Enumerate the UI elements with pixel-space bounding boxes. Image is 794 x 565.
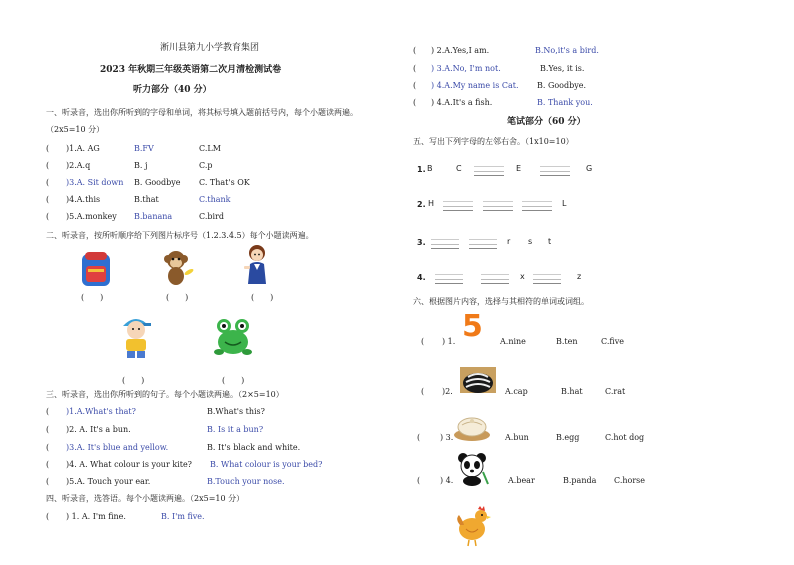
option-c: C.rat: [605, 387, 626, 396]
option-b: B.Yes, it is.: [540, 64, 585, 73]
listening-part-title: 听力部分（40 分）: [133, 85, 212, 95]
option-b: B.egg: [556, 433, 580, 442]
option-a: )2.A.q: [66, 161, 91, 170]
answer-paren[interactable]: (: [413, 98, 417, 107]
item-number: 3.: [417, 238, 426, 247]
option-c: C.bird: [199, 212, 225, 221]
picture-answer-paren[interactable]: ( ): [251, 293, 274, 302]
option-b: B. I'm five.: [161, 512, 205, 521]
option-a: ) 3.A.No, I'm not.: [431, 64, 501, 73]
given-letter: s: [528, 237, 533, 246]
option-b: B.What's this?: [207, 407, 265, 416]
option-a: )4.A.this: [66, 195, 101, 204]
answer-paren[interactable]: (: [413, 64, 417, 73]
frog-picture: [211, 314, 255, 358]
option-a: ) 4.A.My name is Cat.: [431, 81, 519, 90]
section3-title: 三、听录音，选出你所听到的句子。每个小题读两遍。（2×5=10）: [46, 390, 284, 399]
section2-title: 二、听录音，按所听顺序给下列图片标序号（1.2.3.4.5）每个小题读两遍。: [46, 231, 314, 240]
option-a: )5.A.monkey: [66, 212, 117, 221]
option-a: A.bear: [508, 476, 535, 485]
answer-paren[interactable]: (: [46, 212, 50, 221]
item-number: ) 4.: [440, 476, 454, 485]
option-a: A.nine: [500, 337, 526, 346]
section6-title: 六、根据图片内容，选择与其相符的单词或词组。: [413, 297, 589, 306]
given-letter: r: [507, 237, 511, 246]
option-a: )1.A.What's that?: [66, 407, 136, 416]
answer-paren[interactable]: (: [417, 476, 421, 485]
answer-paren[interactable]: (: [46, 460, 50, 469]
picture-answer-paren[interactable]: ( ): [81, 293, 104, 302]
letter-blank[interactable]: [435, 283, 463, 284]
item-number: ) 1.: [442, 337, 456, 346]
answer-paren[interactable]: (: [46, 178, 50, 187]
option-a: )5.A. Touch your ear.: [66, 477, 151, 486]
panda-picture: [455, 452, 489, 486]
answer-paren[interactable]: (: [46, 161, 50, 170]
option-c: C.five: [601, 337, 624, 346]
option-a: ) 2.A.Yes,I am.: [431, 46, 490, 55]
option-b: B. j: [134, 161, 148, 170]
answer-paren[interactable]: (: [46, 477, 50, 486]
option-c: C.hot dog: [605, 433, 645, 442]
letter-blank[interactable]: [474, 175, 504, 176]
answer-paren[interactable]: (: [417, 433, 421, 442]
option-a: )1.A. AG: [66, 144, 100, 153]
letter-blank[interactable]: [431, 248, 459, 249]
item-number: 2.: [417, 200, 426, 209]
answer-paren[interactable]: (: [46, 443, 50, 452]
hen-picture: [454, 503, 492, 547]
option-c: C.LM: [199, 144, 221, 153]
given-letter: L: [562, 199, 567, 208]
answer-paren[interactable]: (: [46, 407, 50, 416]
option-b: B. Goodbye: [134, 178, 181, 187]
option-b: B. Is it a bun?: [207, 425, 264, 434]
letter-blank[interactable]: [533, 283, 561, 284]
option-a: ) 1. A. I'm fine.: [66, 512, 126, 521]
answer-paren[interactable]: (: [421, 337, 425, 346]
option-b: B.Touch your nose.: [207, 477, 285, 486]
given-letter: x: [520, 272, 525, 281]
given-letter: t: [548, 237, 552, 246]
letter-blank[interactable]: [540, 175, 570, 176]
option-b: B.banana: [134, 212, 173, 221]
option-b: B.panda: [563, 476, 597, 485]
bun-picture: [452, 413, 492, 443]
letter-blank[interactable]: [481, 283, 509, 284]
exam-title: 2023 年秋期三年级英语第二次月清检测试卷: [100, 65, 282, 75]
option-b: B.ten: [556, 337, 578, 346]
answer-paren[interactable]: (: [46, 144, 50, 153]
section4-title: 四、听录音，选答语。每个小题读两遍。（2x5=10 分）: [46, 494, 245, 503]
option-b: B. Goodbye.: [537, 81, 587, 90]
given-letter: E: [516, 164, 522, 173]
option-a: )4. A. What colour is your kite?: [66, 460, 192, 469]
backpack-picture: [76, 248, 116, 288]
option-a: A.cap: [505, 387, 528, 396]
option-a: ) 4.A.It's a fish.: [431, 98, 493, 107]
number-five-picture: 5: [462, 309, 483, 344]
section1-title: 一、听录音，选出你所听到的字母和单词，将其标号填入题前括号内，每个小题读两遍。: [46, 108, 358, 117]
section1-score: （2x5=10 分）: [46, 125, 105, 134]
answer-paren[interactable]: (: [413, 81, 417, 90]
item-number: 4.: [417, 273, 426, 282]
option-a: A.bun: [505, 433, 529, 442]
letter-blank[interactable]: [483, 210, 513, 211]
option-b: B.that: [134, 195, 159, 204]
given-letter: H: [428, 199, 435, 208]
section5-title: 五、写出下列字母的左邻右舍。（1x10=10）: [413, 137, 574, 146]
monkey-picture: [158, 248, 198, 288]
option-a: )2. A. It's a bun.: [66, 425, 131, 434]
option-c: C. That's OK: [199, 178, 250, 187]
answer-paren[interactable]: (: [421, 387, 425, 396]
option-c: C.thank: [199, 195, 231, 204]
option-b: B. What colour is your bed?: [210, 460, 323, 469]
answer-paren[interactable]: (: [413, 46, 417, 55]
given-letter: G: [586, 164, 593, 173]
item-number: 1.: [417, 165, 426, 174]
option-b: B.hat: [561, 387, 583, 396]
letter-blank[interactable]: [443, 210, 473, 211]
picture-answer-paren[interactable]: ( ): [166, 293, 189, 302]
item-number: ) 3.: [440, 433, 454, 442]
written-part-title: 笔试部分（60 分）: [507, 117, 586, 127]
letter-blank[interactable]: [469, 248, 497, 249]
picture-answer-paren[interactable]: ( ): [122, 376, 145, 385]
boy-picture: [117, 312, 155, 360]
option-b: B. Thank you.: [537, 98, 593, 107]
option-c: C.p: [199, 161, 213, 170]
letter-blank[interactable]: [522, 210, 552, 211]
option-b: B.No,it's a bird.: [535, 46, 599, 55]
picture-answer-paren[interactable]: ( ): [222, 376, 245, 385]
answer-paren[interactable]: (: [46, 195, 50, 204]
answer-paren[interactable]: (: [46, 512, 50, 521]
hat-picture: [460, 367, 496, 393]
option-a: )3.A. It's blue and yellow.: [66, 443, 169, 452]
option-b: B. It's black and white.: [207, 443, 301, 452]
answer-paren[interactable]: (: [46, 425, 50, 434]
item-number: )2.: [442, 387, 453, 396]
option-c: C.horse: [614, 476, 646, 485]
option-a: )3.A. Sit down: [66, 178, 124, 187]
girl-picture: [242, 244, 272, 286]
given-letter: C: [456, 164, 462, 173]
school-name: 淅川县第九小学教育集团: [160, 43, 260, 53]
option-b: B.FV: [134, 144, 154, 153]
given-letter: B: [427, 164, 433, 173]
given-letter: z: [577, 272, 582, 281]
